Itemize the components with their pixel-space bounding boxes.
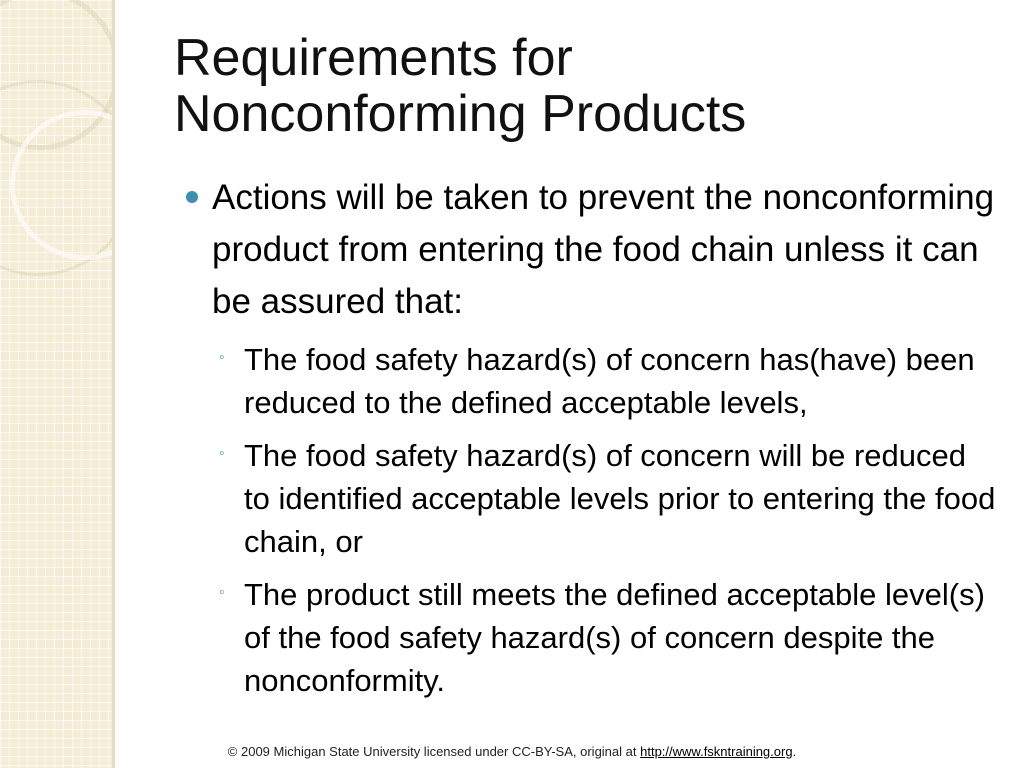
- sub-bullet-text: The food safety hazard(s) of concern has(have) been reduced to the defined acceptable levels,: [244, 342, 975, 420]
- main-bullet-text: Actions will be taken to prevent the nonconforming product from entering the food chain unless it can be assured that:: [212, 178, 995, 321]
- footer-end: .: [792, 744, 797, 759]
- title-line-1: Requirements for: [174, 29, 573, 87]
- copyright-footer: [0, 744, 1024, 759]
- sub-bullet: [186, 434, 996, 563]
- footer-text: © 2009 Michigan State University licensed under CC-BY-SA, original at: [227, 744, 641, 759]
- hollow-circle-icon: ◦: [219, 445, 225, 462]
- decorative-sidebar: [0, 0, 112, 768]
- sub-bullet-text: The food safety hazard(s) of concern will be reduced to identified acceptable levels prior to entering the food chain, or: [244, 438, 996, 559]
- sub-bullet: [186, 338, 996, 424]
- sidebar-edge: [112, 0, 115, 768]
- main-bullet: [186, 172, 996, 328]
- footer-link[interactable]: http://www.fskntraining.org: [640, 744, 793, 759]
- slide-title: [174, 30, 994, 142]
- hollow-circle-icon: ◦: [219, 349, 225, 366]
- sub-bullet-text: The product still meets the defined acceptable level(s) of the food safety hazard(s) of concern despite the nonconformity.: [244, 577, 985, 698]
- slide-content: [186, 172, 996, 712]
- title-line-2: Nonconforming Products: [174, 85, 747, 143]
- bullet-dot-icon: [186, 191, 198, 203]
- sub-bullet: [186, 573, 996, 702]
- hollow-circle-icon: ◦: [219, 584, 225, 601]
- sub-bullet-list: [186, 338, 996, 702]
